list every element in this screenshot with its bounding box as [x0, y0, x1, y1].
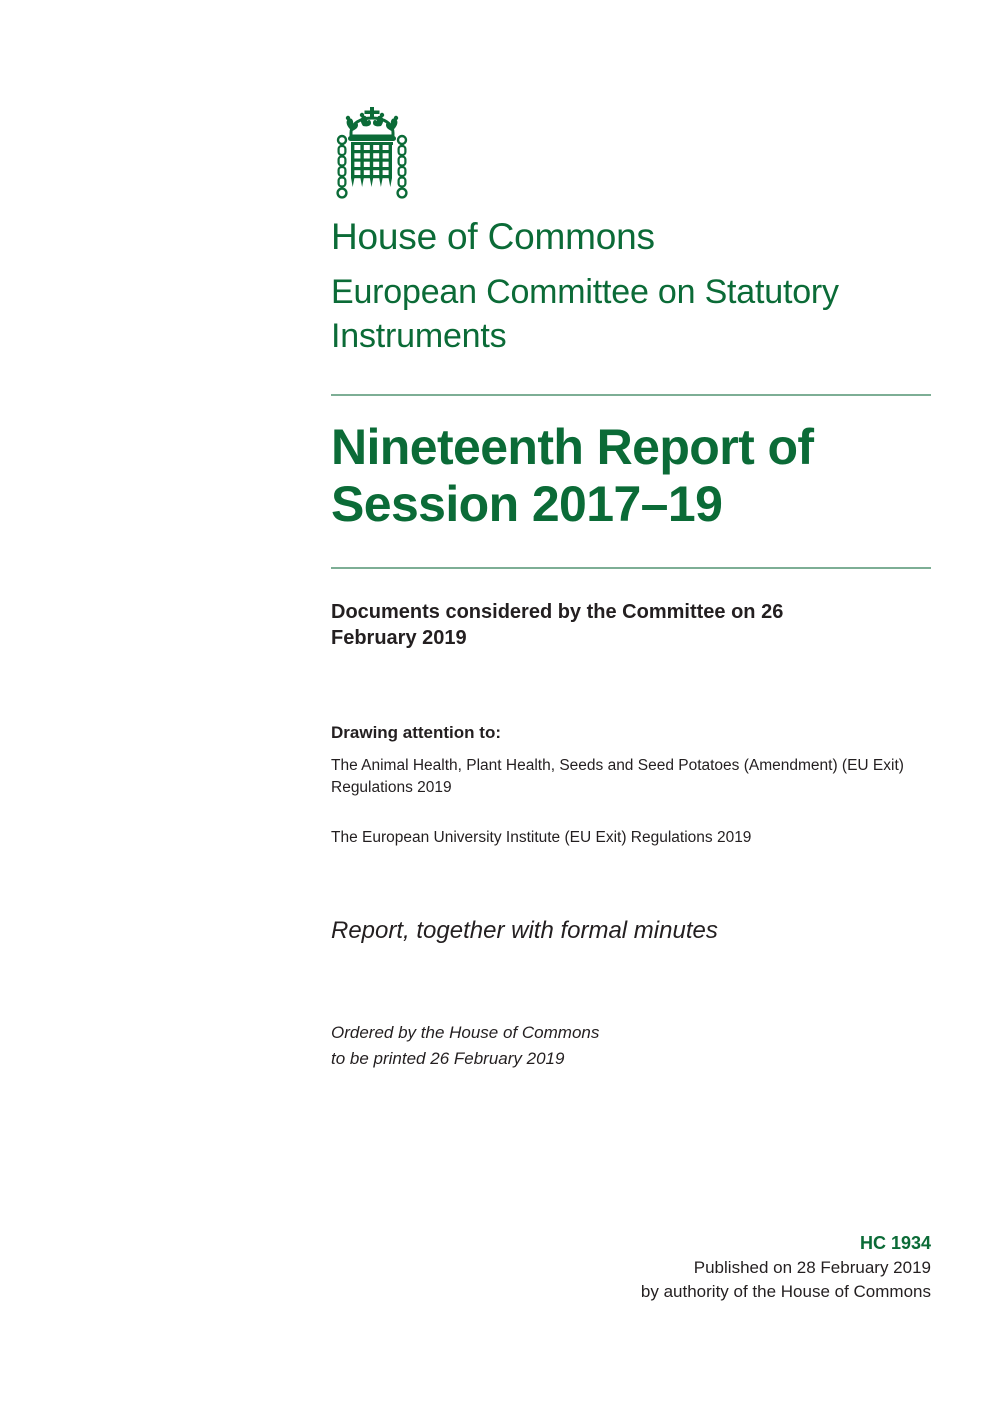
report-title: Nineteenth Report of Session 2017–19: [331, 419, 814, 533]
divider-below-title: [331, 567, 931, 569]
published-date: Published on 28 February 2019: [693, 1257, 931, 1277]
cover-content-column: [331, 0, 931, 1071]
drawing-attention-heading: Drawing attention to:: [331, 723, 501, 743]
ordered-by-line-2: to be printed 26 February 2019: [331, 1048, 565, 1068]
crest-container: [331, 0, 931, 203]
drawing-attention-section: [331, 723, 931, 849]
divider-above-title: [331, 394, 931, 396]
report-subtitle: Documents considered by the Committee on 26 February 2019: [331, 601, 784, 650]
masthead: [331, 216, 931, 358]
drawing-attention-item: The Animal Health, Plant Health, Seeds and Seed Potatoes (Amendment) (EU Exit) Regulations 2019: [331, 757, 904, 797]
publishing-authority: by authority of the House of Commons: [640, 1281, 931, 1301]
publication-footer: [331, 1232, 931, 1303]
house-name: House of Commons: [331, 216, 655, 257]
committee-name: European Committee on Statutory Instruments: [331, 273, 839, 355]
portcullis-crest-icon: [331, 107, 413, 203]
report-contents-note: Report, together with formal minutes: [331, 917, 718, 945]
ordered-by-line-1: Ordered by the House of Commons: [331, 1023, 600, 1043]
hc-number: HC 1934: [859, 1233, 931, 1253]
drawing-attention-item: The European University Institute (EU Exit) Regulations 2019: [331, 829, 752, 847]
ordered-by-note: [331, 1020, 931, 1070]
